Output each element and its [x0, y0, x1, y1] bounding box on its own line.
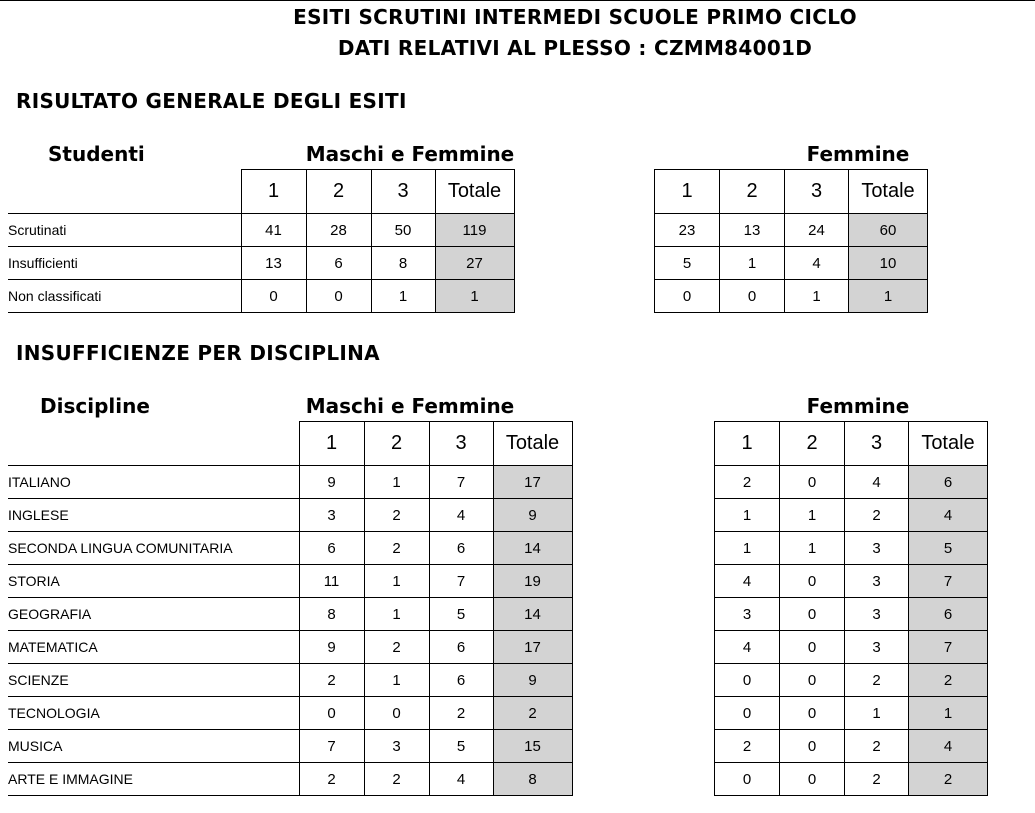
- total-cell: 14: [493, 532, 572, 565]
- value-cell: 0: [780, 763, 845, 796]
- column-header: 2: [306, 170, 371, 214]
- value-cell: 24: [785, 214, 849, 247]
- value-cell: 4: [429, 763, 493, 796]
- total-cell: 6: [909, 598, 988, 631]
- value-cell: 5: [429, 598, 493, 631]
- value-cell: 1: [845, 697, 909, 730]
- column-header: 2: [364, 422, 429, 466]
- table-row: [8, 730, 572, 763]
- column-header: 2: [720, 170, 785, 214]
- total-cell: 60: [849, 214, 928, 247]
- value-cell: 3: [845, 532, 909, 565]
- value-cell: 2: [364, 532, 429, 565]
- subjects-mf-header: Maschi e Femmine: [305, 394, 515, 418]
- total-cell: 5: [909, 532, 988, 565]
- value-cell: 0: [780, 697, 845, 730]
- total-cell: 7: [909, 565, 988, 598]
- value-cell: 4: [429, 499, 493, 532]
- table-row: [715, 598, 988, 631]
- subjects-f-header: Femmine: [806, 394, 910, 418]
- value-cell: 2: [429, 697, 493, 730]
- value-cell: 9: [299, 466, 364, 499]
- value-cell: 13: [241, 247, 306, 280]
- row-label: INGLESE: [8, 499, 299, 532]
- header-blank-cell: [8, 170, 241, 214]
- total-cell: 1: [909, 697, 988, 730]
- value-cell: 1: [364, 565, 429, 598]
- total-cell: 17: [493, 466, 572, 499]
- results-mf-table: [8, 169, 515, 313]
- value-cell: 0: [299, 697, 364, 730]
- value-cell: 4: [785, 247, 849, 280]
- value-cell: 3: [715, 598, 780, 631]
- value-cell: 0: [720, 280, 785, 313]
- table-row: [8, 664, 572, 697]
- column-header: 1: [241, 170, 306, 214]
- row-label: SECONDA LINGUA COMUNITARIA: [8, 532, 299, 565]
- value-cell: 3: [845, 565, 909, 598]
- table-row: [8, 532, 572, 565]
- table-row: [8, 466, 572, 499]
- value-cell: 1: [364, 664, 429, 697]
- table-row: [8, 247, 514, 280]
- value-cell: 7: [299, 730, 364, 763]
- table-row: [8, 598, 572, 631]
- value-cell: 2: [715, 466, 780, 499]
- column-header: 1: [715, 422, 780, 466]
- top-rule: [0, 0, 1035, 1]
- value-cell: 1: [364, 466, 429, 499]
- value-cell: 2: [364, 631, 429, 664]
- value-cell: 2: [299, 763, 364, 796]
- value-cell: 50: [371, 214, 435, 247]
- value-cell: 9: [299, 631, 364, 664]
- total-cell: 7: [909, 631, 988, 664]
- value-cell: 5: [429, 730, 493, 763]
- value-cell: 0: [364, 697, 429, 730]
- value-cell: 1: [715, 499, 780, 532]
- section-title-subjects: INSUFFICIENZE PER DISCIPLINA: [16, 341, 380, 365]
- value-cell: 13: [720, 214, 785, 247]
- table-row: [715, 466, 988, 499]
- table-row: [655, 280, 928, 313]
- total-cell: 10: [849, 247, 928, 280]
- page-subtitle: DATI RELATIVI AL PLESSO : CZMM84001D: [337, 36, 813, 60]
- total-cell: 8: [493, 763, 572, 796]
- value-cell: 2: [299, 664, 364, 697]
- value-cell: 6: [429, 532, 493, 565]
- row-label: MUSICA: [8, 730, 299, 763]
- total-cell: 9: [493, 499, 572, 532]
- value-cell: 0: [715, 697, 780, 730]
- table-row: [715, 631, 988, 664]
- table-row: [715, 763, 988, 796]
- results-mf-header: Maschi e Femmine: [305, 142, 515, 166]
- header-row: [8, 422, 572, 466]
- row-label: SCIENZE: [8, 664, 299, 697]
- students-label: Studenti: [48, 142, 145, 166]
- header-row: [715, 422, 988, 466]
- table-row: [8, 763, 572, 796]
- row-label: ARTE E IMMAGINE: [8, 763, 299, 796]
- value-cell: 6: [299, 532, 364, 565]
- value-cell: 0: [780, 598, 845, 631]
- value-cell: 3: [845, 598, 909, 631]
- subjects-mf-table: [8, 421, 573, 796]
- column-header: Totale: [493, 422, 572, 466]
- value-cell: 0: [780, 730, 845, 763]
- total-cell: 2: [909, 763, 988, 796]
- table-row: [8, 280, 514, 313]
- column-header: Totale: [909, 422, 988, 466]
- value-cell: 1: [364, 598, 429, 631]
- table-row: [715, 532, 988, 565]
- value-cell: 0: [306, 280, 371, 313]
- total-cell: 1: [849, 280, 928, 313]
- value-cell: 2: [845, 499, 909, 532]
- row-label: ITALIANO: [8, 466, 299, 499]
- table-row: [715, 499, 988, 532]
- table-row: [8, 499, 572, 532]
- value-cell: 0: [780, 664, 845, 697]
- table-row: [655, 214, 928, 247]
- table-row: [715, 565, 988, 598]
- value-cell: 2: [364, 499, 429, 532]
- table-row: [715, 664, 988, 697]
- total-cell: 9: [493, 664, 572, 697]
- column-header: 3: [371, 170, 435, 214]
- column-header: Totale: [435, 170, 514, 214]
- row-label: Non classificati: [8, 280, 241, 313]
- total-cell: 27: [435, 247, 514, 280]
- row-label: Scrutinati: [8, 214, 241, 247]
- value-cell: 0: [715, 763, 780, 796]
- value-cell: 5: [655, 247, 720, 280]
- total-cell: 4: [909, 499, 988, 532]
- total-cell: 19: [493, 565, 572, 598]
- column-header: Totale: [849, 170, 928, 214]
- row-label: STORIA: [8, 565, 299, 598]
- disciplines-label: Discipline: [40, 394, 150, 418]
- table-row: [715, 697, 988, 730]
- results-f-table: [654, 169, 928, 313]
- value-cell: 1: [780, 499, 845, 532]
- value-cell: 41: [241, 214, 306, 247]
- header-blank-cell: [8, 422, 299, 466]
- value-cell: 1: [715, 532, 780, 565]
- total-cell: 6: [909, 466, 988, 499]
- total-cell: 2: [493, 697, 572, 730]
- value-cell: 2: [845, 763, 909, 796]
- value-cell: 0: [715, 664, 780, 697]
- value-cell: 1: [780, 532, 845, 565]
- value-cell: 2: [845, 730, 909, 763]
- value-cell: 1: [785, 280, 849, 313]
- value-cell: 3: [299, 499, 364, 532]
- table-row: [655, 247, 928, 280]
- total-cell: 4: [909, 730, 988, 763]
- table-row: [8, 631, 572, 664]
- value-cell: 0: [655, 280, 720, 313]
- results-f-header: Femmine: [806, 142, 910, 166]
- row-label: Insufficienti: [8, 247, 241, 280]
- section-title-results: RISULTATO GENERALE DEGLI ESITI: [16, 89, 407, 113]
- total-cell: 17: [493, 631, 572, 664]
- value-cell: 2: [715, 730, 780, 763]
- value-cell: 4: [845, 466, 909, 499]
- value-cell: 6: [429, 631, 493, 664]
- table-row: [8, 214, 514, 247]
- value-cell: 7: [429, 565, 493, 598]
- value-cell: 0: [241, 280, 306, 313]
- value-cell: 2: [845, 664, 909, 697]
- total-cell: 14: [493, 598, 572, 631]
- value-cell: 0: [780, 631, 845, 664]
- row-label: TECNOLOGIA: [8, 697, 299, 730]
- header-row: [8, 170, 514, 214]
- column-header: 2: [780, 422, 845, 466]
- column-header: 3: [845, 422, 909, 466]
- total-cell: 15: [493, 730, 572, 763]
- total-cell: 2: [909, 664, 988, 697]
- value-cell: 1: [371, 280, 435, 313]
- table-row: [8, 565, 572, 598]
- total-cell: 119: [435, 214, 514, 247]
- page-title: ESITI SCRUTINI INTERMEDI SCUOLE PRIMO CICLO: [293, 5, 857, 29]
- value-cell: 0: [780, 565, 845, 598]
- value-cell: 7: [429, 466, 493, 499]
- value-cell: 11: [299, 565, 364, 598]
- value-cell: 3: [364, 730, 429, 763]
- value-cell: 0: [780, 466, 845, 499]
- column-header: 3: [785, 170, 849, 214]
- value-cell: 6: [429, 664, 493, 697]
- subjects-f-table: [714, 421, 988, 796]
- value-cell: 8: [371, 247, 435, 280]
- row-label: MATEMATICA: [8, 631, 299, 664]
- column-header: 3: [429, 422, 493, 466]
- header-row: [655, 170, 928, 214]
- value-cell: 2: [364, 763, 429, 796]
- table-row: [8, 697, 572, 730]
- value-cell: 3: [845, 631, 909, 664]
- row-label: GEOGRAFIA: [8, 598, 299, 631]
- value-cell: 8: [299, 598, 364, 631]
- table-row: [715, 730, 988, 763]
- total-cell: 1: [435, 280, 514, 313]
- column-header: 1: [655, 170, 720, 214]
- column-header: 1: [299, 422, 364, 466]
- value-cell: 4: [715, 565, 780, 598]
- value-cell: 23: [655, 214, 720, 247]
- value-cell: 4: [715, 631, 780, 664]
- value-cell: 6: [306, 247, 371, 280]
- value-cell: 28: [306, 214, 371, 247]
- value-cell: 1: [720, 247, 785, 280]
